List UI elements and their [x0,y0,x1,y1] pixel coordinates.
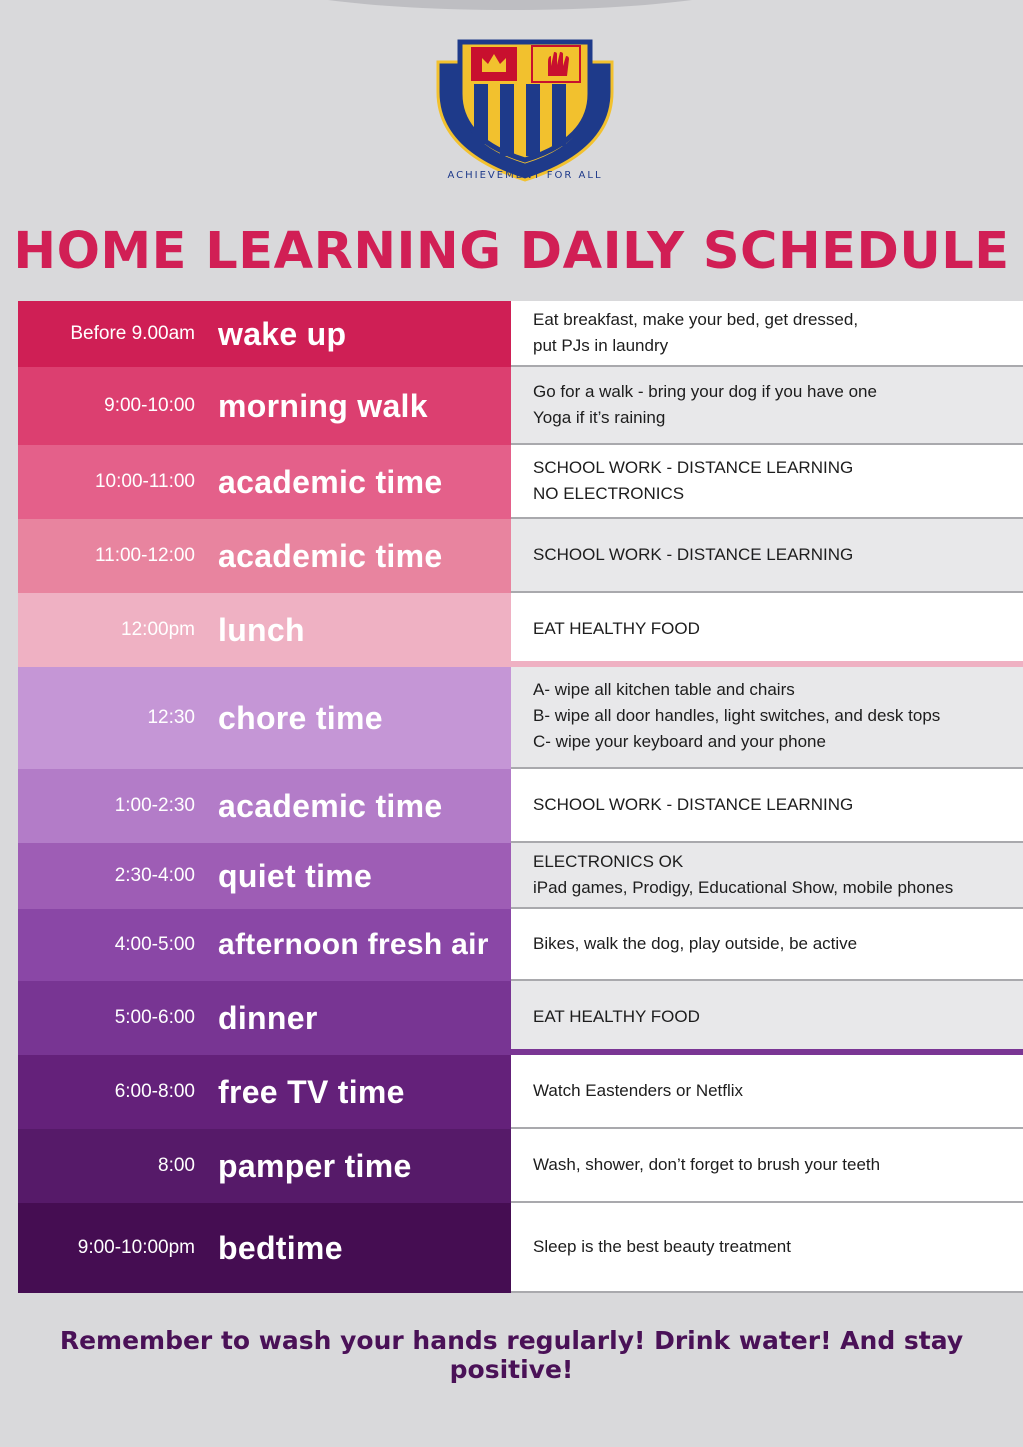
schedule-row [18,1129,1023,1203]
schedule-detail-line: SCHOOL WORK - DISTANCE LEARNING [533,545,854,564]
schedule-row [18,367,1023,445]
schedule-activity: chore time [218,699,383,736]
schedule-details-cell [511,593,1023,667]
schedule-details-cell [511,769,1023,843]
schedule-time-cell [18,909,511,981]
schedule-time-cell [18,519,511,593]
schedule-activity: bedtime [218,1229,343,1266]
schedule-detail-line: Go for a walk - bring your dog if you have one [533,382,877,401]
schedule-activity: afternoon fresh air [218,928,489,961]
schedule-detail-line: ELECTRONICS OK [533,852,684,871]
schedule-time-cell [18,843,511,909]
schedule-time-cell [18,445,511,519]
schedule-detail-line: Sleep is the best beauty treatment [533,1237,791,1256]
schedule-detail-line: NO ELECTRONICS [533,484,685,503]
schedule-row [18,981,1023,1055]
schedule-detail-line: Wash, shower, don’t forget to brush your teeth [533,1155,881,1174]
top-decoration [0,0,1023,14]
schedule-activity: free TV time [218,1073,405,1110]
schedule-time: 12:30 [147,707,195,728]
schedule-table [18,301,1023,1293]
schedule-activity: wake up [218,315,347,352]
schedule-time-cell [18,1055,511,1129]
schedule-details-cell [511,667,1023,769]
crest-motto: ACHIEVEMENT FOR ALL [447,170,603,181]
schedule-time-cell [18,301,511,367]
schedule-row [18,1055,1023,1129]
schedule-detail-line: Watch Eastenders or Netflix [533,1081,744,1100]
schedule-details-cell [511,1055,1023,1129]
schedule-row [18,445,1023,519]
schedule-time: 4:00-5:00 [114,934,195,955]
schedule-time-cell [18,769,511,843]
page-title: HOME LEARNING DAILY SCHEDULE [13,222,1010,281]
schedule-time: 10:00-11:00 [94,471,195,492]
schedule-details-cell [511,909,1023,981]
schedule-row [18,909,1023,981]
schedule-details-cell [511,843,1023,909]
schedule-activity: quiet time [218,857,373,894]
schedule-details-cell [511,1203,1023,1293]
schedule-activity: morning walk [218,387,428,424]
schedule-row [18,843,1023,909]
schedule-row [18,301,1023,367]
school-crest-logo [430,32,620,192]
schedule-time: 5:00-6:00 [114,1007,195,1028]
schedule-detail-line: EAT HEALTHY FOOD [533,619,700,638]
schedule-detail-line: A- wipe all kitchen table and chairs [533,680,795,699]
schedule-activity: pamper time [218,1147,412,1184]
schedule-details-cell [511,1129,1023,1203]
schedule-time-cell [18,667,511,769]
schedule-detail-line: SCHOOL WORK - DISTANCE LEARNING [533,795,854,814]
schedule-activity: academic time [218,537,443,574]
schedule-details-cell [511,301,1023,367]
schedule-time: 6:00-8:00 [114,1081,195,1102]
schedule-time-cell [18,367,511,445]
schedule-time-cell [18,1129,511,1203]
schedule-details-cell [511,367,1023,445]
schedule-time: 2:30-4:00 [114,865,195,886]
schedule-time-cell [18,593,511,667]
schedule-detail-line: B- wipe all door handles, light switches, and desk tops [533,706,941,725]
schedule-time: 11:00-12:00 [94,545,195,566]
schedule-detail-line: SCHOOL WORK - DISTANCE LEARNING [533,458,854,477]
schedule-time: 1:00-2:30 [114,795,195,816]
schedule-row [18,769,1023,843]
schedule-time: 12:00pm [121,619,195,640]
schedule-time: Before 9.00am [70,323,195,344]
schedule-time: 9:00-10:00 [104,395,195,416]
schedule-activity: academic time [218,463,443,500]
schedule-details-cell [511,981,1023,1055]
schedule-row [18,667,1023,769]
schedule-time-cell [18,981,511,1055]
schedule-row [18,519,1023,593]
schedule-detail-line: Yoga if it’s raining [533,408,666,427]
schedule-detail-line: Bikes, walk the dog, play outside, be active [533,934,858,953]
schedule-detail-line: put PJs in laundry [533,336,669,355]
schedule-activity: dinner [218,999,318,1036]
schedule-time: 9:00-10:00pm [77,1237,195,1258]
schedule-activity: lunch [218,611,305,648]
schedule-row [18,593,1023,667]
schedule-row [18,1203,1023,1293]
schedule-detail-line: C- wipe your keyboard and your phone [533,732,826,751]
schedule-time-cell [18,1203,511,1293]
schedule-detail-line: iPad games, Prodigy, Educational Show, mobile phones [533,878,954,897]
schedule-details-cell [511,445,1023,519]
schedule-details-cell [511,519,1023,593]
footer-message: Remember to wash your hands regularly! Drink water! And stay positive! [59,1326,964,1384]
crest-icon [430,32,620,192]
schedule-time: 8:00 [158,1155,195,1176]
schedule-activity: academic time [218,787,443,824]
schedule-detail-line: Eat breakfast, make your bed, get dressed, [533,310,859,329]
schedule-detail-line: EAT HEALTHY FOOD [533,1007,700,1026]
